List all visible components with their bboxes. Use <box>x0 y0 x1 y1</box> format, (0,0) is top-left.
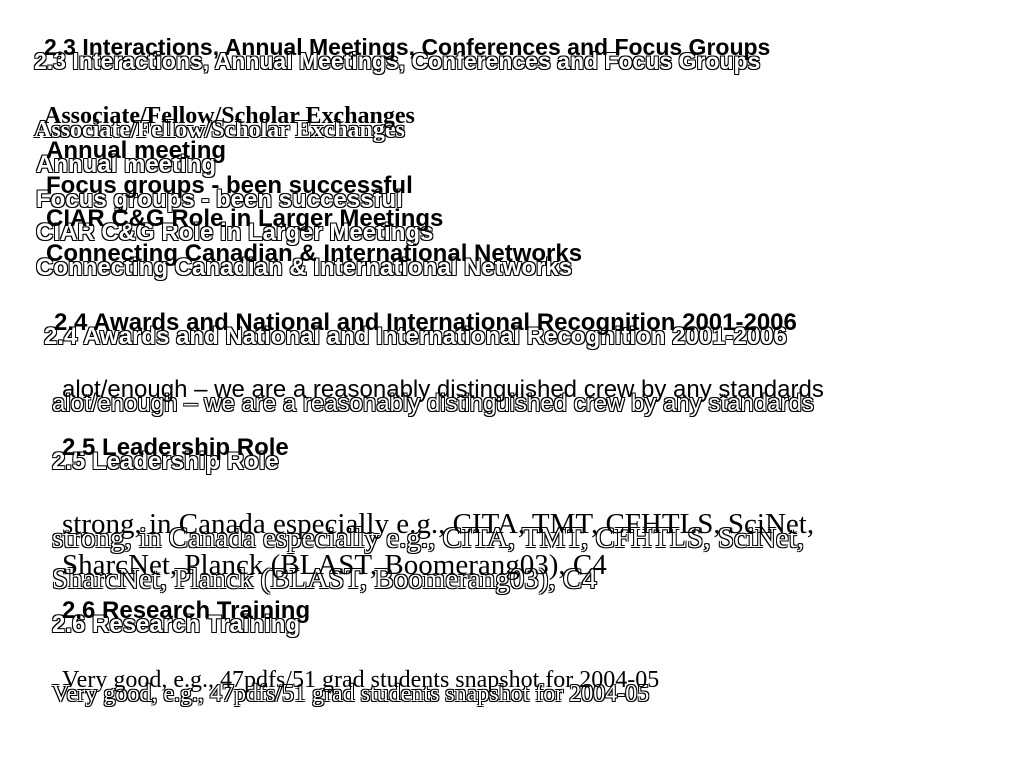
section-2-4-heading: 2.4 Awards and National and International Recognition 2001-2006 <box>54 309 797 336</box>
section-2-6-heading: 2.6 Research Training <box>62 597 311 624</box>
item-focus-groups: Focus groups - been successful <box>46 172 413 199</box>
section-2-5-body-line-2: SharcNet, Planck (BLAST, Boomerang03), C4 <box>62 549 607 581</box>
section-2-6-body: Very good, e.g., 47pdfs/51 grad students snapshot for 2004-05 <box>62 667 660 693</box>
item-annual-meeting: Annual meeting <box>46 137 227 164</box>
item-associate-exchanges: Associate/Fellow/Scholar Exchanges <box>44 103 415 129</box>
section-2-5-body-line-1: strong, in Canada especially e.g., CITA, TMT, CFHTLS, SciNet, <box>62 508 815 540</box>
section-2-5-heading: 2.5 Leadership Role <box>62 434 289 461</box>
item-connecting-networks: Connecting Canadian & International Networks <box>46 240 583 267</box>
section-2-4-body: alot/enough – we are a reasonably distinguished crew by any standards <box>62 376 824 403</box>
section-2-3-heading: 2.3 Interactions, Annual Meetings, Conferences and Focus Groups <box>44 34 771 60</box>
item-ciar-role: CIAR C&G Role in Larger Meetings <box>46 205 444 232</box>
